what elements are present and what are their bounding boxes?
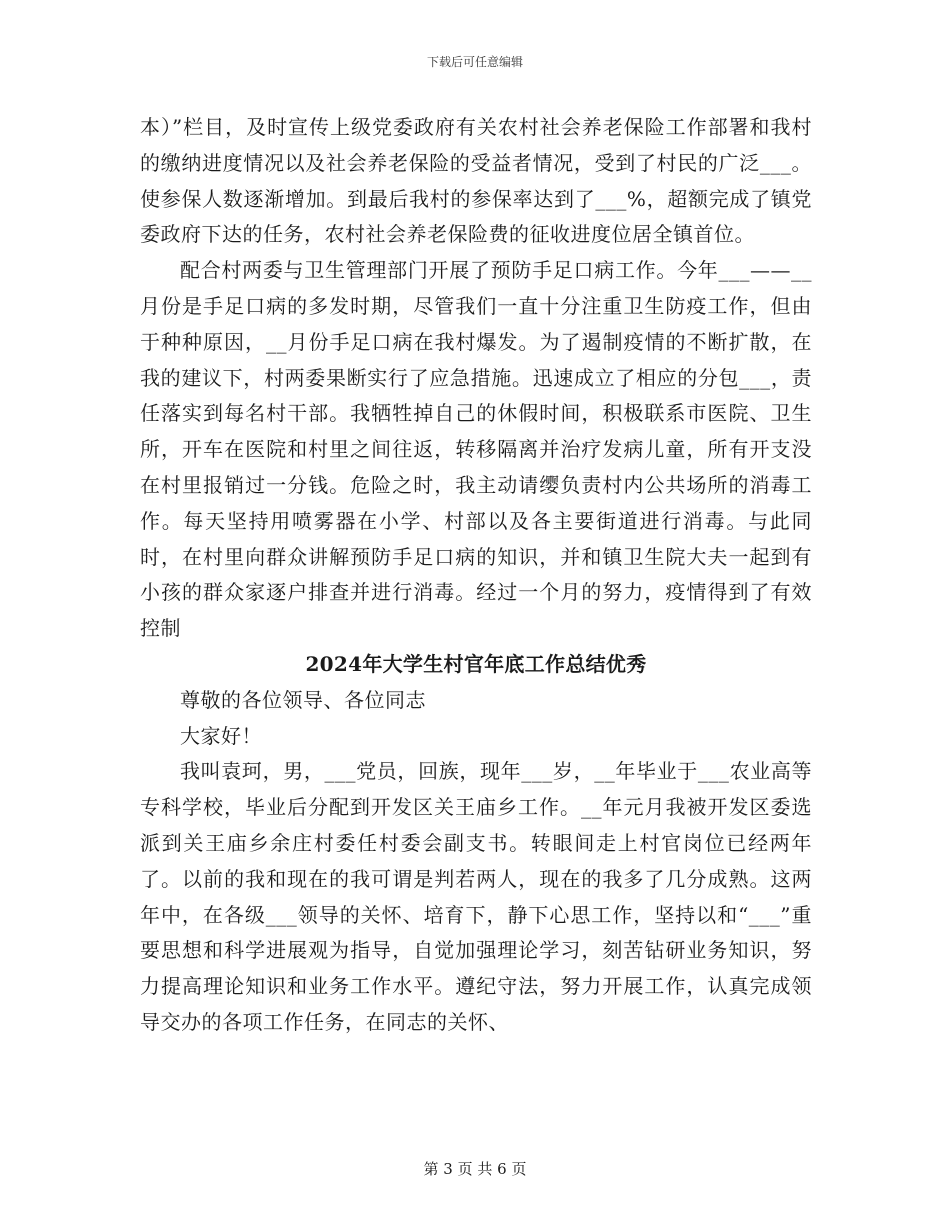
document-body — [140, 110, 812, 1041]
paragraph-self-introduction: 我叫袁珂，男，___党员，回族，现年___岁，__年毕业于___农业高等专科学校，毕业后分配到开发区关王庙乡工作。__年元月我被开发区委选派到关王庙乡余庄村委任村委会副支书。转眼间走上村官岗位已经两年了。以前的我和现在的我可谓是判若两人，现在的我多了几分成熟。这两年中，在各级___领导的关怀、培育下，静下心思工作，坚持以和“___”重要思想和科学进展观为指导，自觉加强理论学习，刻苦钻研业务知识，努力提高理论知识和业务工作水平。遵纪守法，努力开展工作，认真完成领导交办的各项工作任务，在同志的关怀、 — [140, 759, 812, 1034]
paragraph-pension-continued: 本）”栏目，及时宣传上级党委政府有关农村社会养老保险工作部署和我村的缴纳进度情况以及社会养老保险的受益者情况，受到了村民的广泛___。使参保人数逐渐增加。到最后我村的参保率达到了___%，超额完成了镇党委政府下达的任务，农村社会养老保险费的征收进度位居全镇首位。 — [140, 115, 812, 247]
document-title: 2024年大学生村官年底工作总结优秀 — [305, 651, 647, 676]
salutation: 尊敬的各位领导、各位同志 — [180, 687, 426, 712]
greeting: 大家好！ — [180, 723, 262, 748]
paragraph-hfmd-prevention: 配合村两委与卫生管理部门开展了预防手足口病工作。今年___——__月份是手足口病的多发时期，尽管我们一直十分注重卫生防疫工作，但由于种种原因，__月份手足口病在我村爆发。为了遏制疫情的不断扩散，在我的建议下，村两委果断实行了应急措施。迅速成立了相应的分包___，责任落实到每名村干部。我牺牲掉自己的休假时间，积极联系市医院、卫生所，开车在医院和村里之间往返，转移隔离并治疗发病儿童，所有开支没在村里报销过一分钱。危险之时，我主动请缨负责村内公共场所的消毒工作。每天坚持用喷雾器在小学、村部以及各主要街道进行消毒。与此同时，在村里向群众讲解预防手足口病的知识，并和镇卫生院大夫一起到有小孩的群众家逐户排查并进行消毒。经过一个月的努力，疫情得到了有效控制 — [140, 258, 812, 641]
page-footer: 第 3 页 共 6 页 — [423, 1160, 527, 1178]
page-header: 下载后可任意编辑 — [426, 55, 523, 69]
